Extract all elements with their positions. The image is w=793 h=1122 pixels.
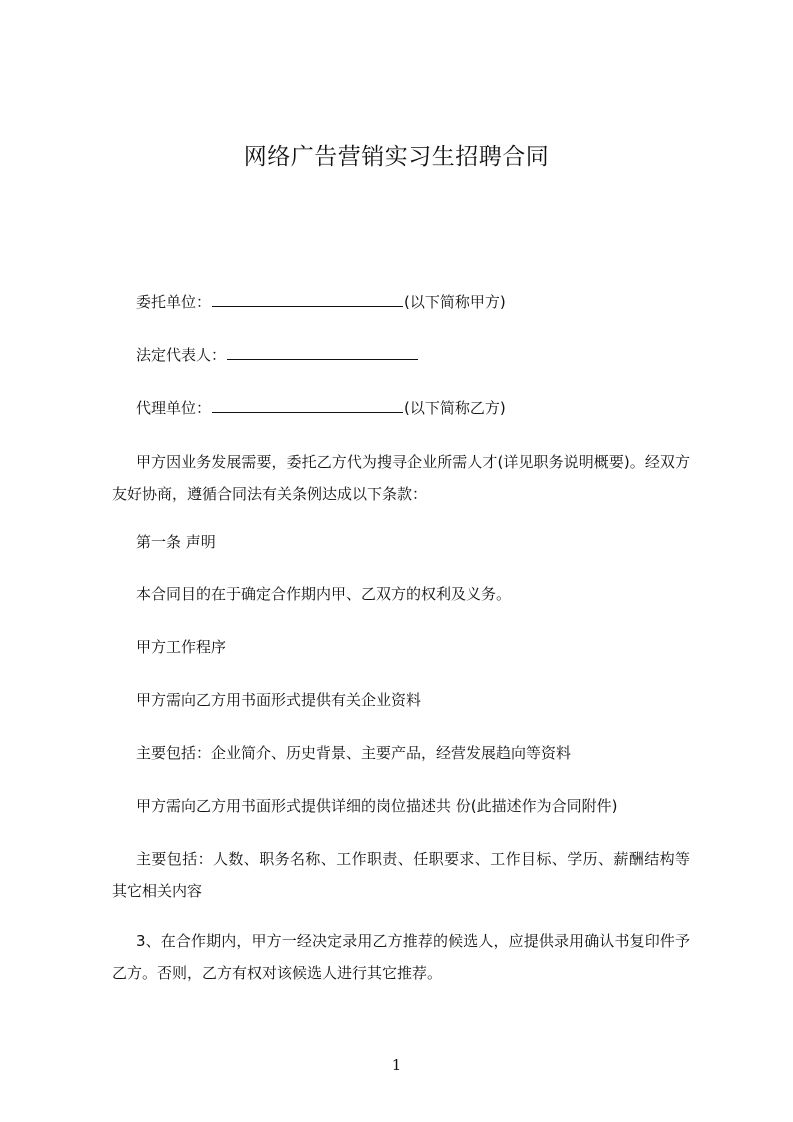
article-1-heading: 第一条 声明	[136, 533, 216, 551]
party-a-blank[interactable]	[212, 292, 403, 307]
procedure-heading: 甲方工作程序	[136, 638, 227, 656]
representative-label: 法定代表人：	[136, 346, 227, 364]
party-a-line	[136, 292, 506, 312]
document-title: 网络广告营销实习生招聘合同	[243, 144, 550, 170]
materials-detail: 主要包括：企业简介、历史背景、主要产品，经营发展趋向等资料	[136, 744, 572, 762]
materials-item: 甲方需向乙方用书面形式提供有关企业资料	[136, 691, 422, 709]
page-number: 1	[391, 1056, 402, 1074]
party-b-blank[interactable]	[212, 398, 403, 413]
party-a-label: 委托单位：	[136, 293, 212, 311]
purpose-paragraph: 本合同目的在于确定合作期内甲、乙双方的权利及义务。	[136, 585, 512, 603]
party-b-line	[136, 398, 506, 418]
intro-paragraph: 甲方因业务发展需要，委托乙方代为搜寻企业所需人才(详见职务说明概要)。经双方友好协商，遵循合同法有关条例达成以下条款：	[112, 453, 690, 503]
party-a-suffix: (以下简称甲方)	[404, 293, 506, 311]
representative-line	[136, 345, 419, 365]
party-b-label: 代理单位：	[136, 399, 212, 417]
representative-blank[interactable]	[227, 345, 418, 360]
party-b-suffix: (以下简称乙方)	[404, 399, 506, 417]
job-description-item: 甲方需向乙方用书面形式提供详细的岗位描述共 份(此描述作为合同附件)	[136, 797, 618, 815]
item-3-paragraph: 3、在合作期内，甲方一经决定录用乙方推荐的候选人，应提供录用确认书复印件予乙方。否则，乙方有权对该候选人进行其它推荐。	[112, 932, 690, 982]
job-description-detail: 主要包括：人数、职务名称、工作职责、任职要求、工作目标、学历、薪酬结构等其它相关内容	[112, 850, 690, 900]
